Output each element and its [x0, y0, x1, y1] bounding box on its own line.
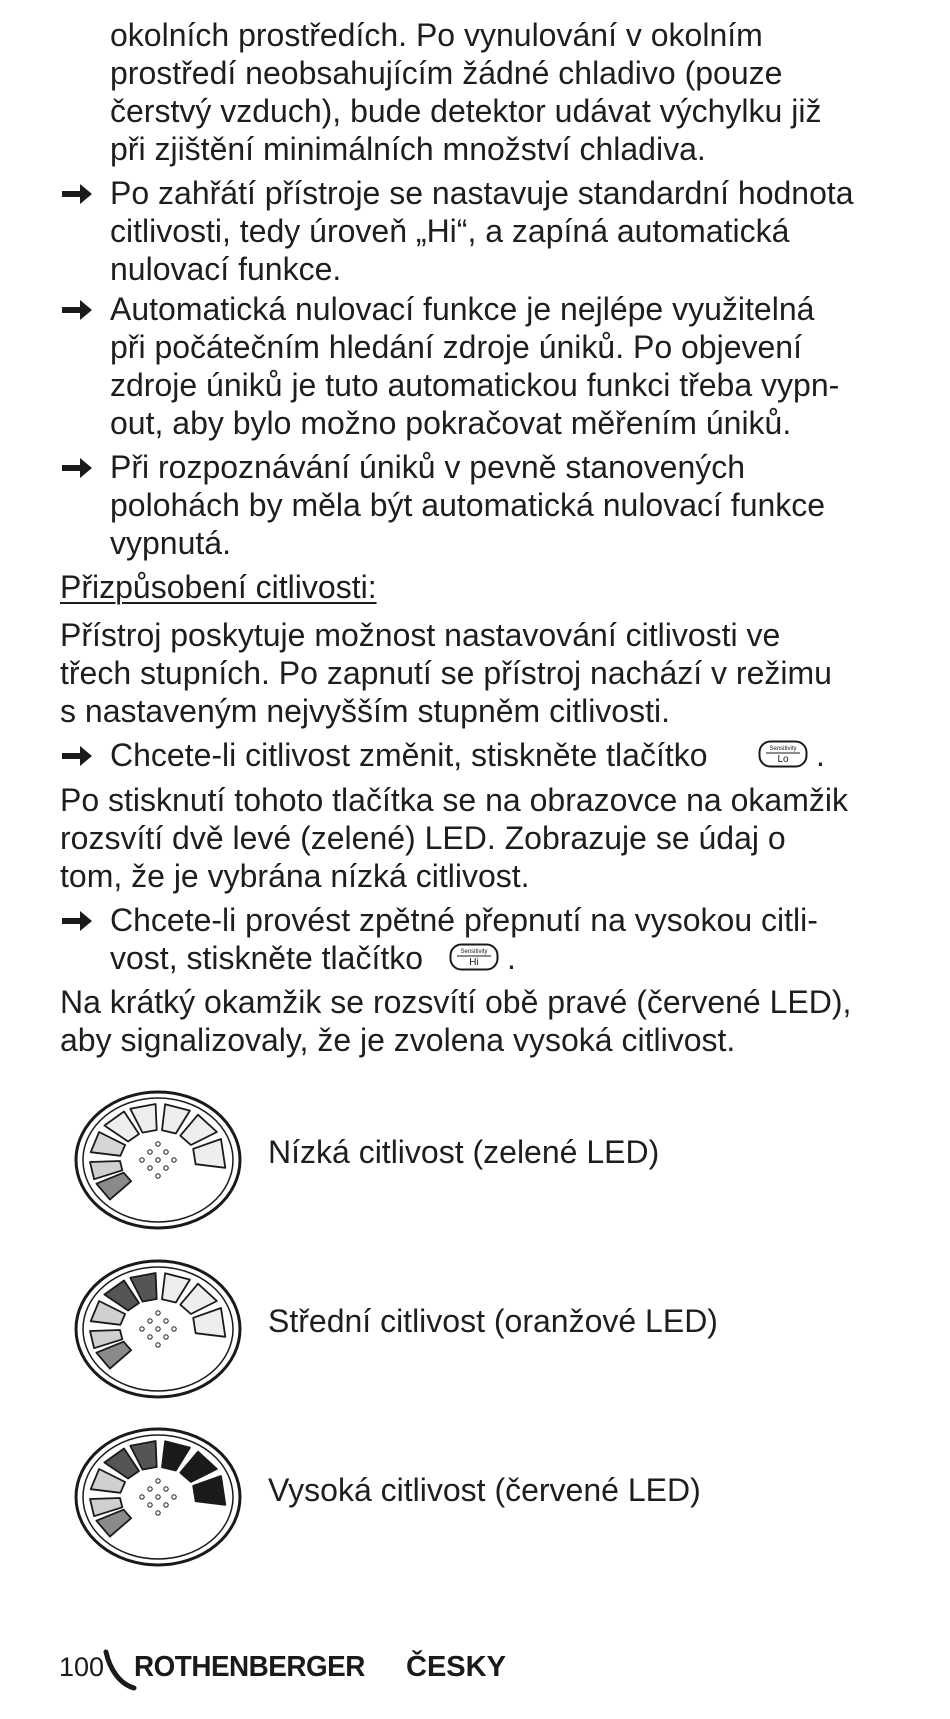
speaker-hole-0	[156, 1479, 160, 1483]
speaker-hole-7	[140, 1495, 144, 1499]
intro-line-1: okolních prostředích. Po vynulování v okolním	[110, 17, 763, 53]
language-label: ČESKY	[406, 1651, 506, 1683]
speaker-hole-6	[156, 1343, 160, 1347]
arrow-right-icon	[60, 455, 94, 481]
arrow-right-icon	[60, 181, 94, 207]
speaker-hole-1	[148, 1487, 152, 1491]
para3-line-2: aby signalizovaly, že je zvolena vysoká citlivost.	[60, 1022, 736, 1058]
dial-caption-medium: Střední citlivost (oranžové LED)	[268, 1303, 718, 1339]
para1-line-1: Přístroj poskytuje možnost nastavování citlivosti ve	[60, 617, 781, 653]
dial-caption-high: Vysoká citlivost (červené LED)	[268, 1472, 701, 1508]
led-dial-high	[68, 1419, 248, 1569]
intro-line-2: prostředí neobsahujícím žádné chladivo (pouze	[110, 55, 783, 91]
bullet2-line-1: Automatická nulovací funkce je nejlépe využitelná	[110, 291, 815, 327]
speaker-hole-8	[172, 1158, 176, 1162]
led-dial-medium	[68, 1251, 248, 1401]
page-number: 100	[59, 1652, 105, 1682]
speaker-hole-7	[140, 1158, 144, 1162]
bullet1-line-2: citlivosti, tedy úroveň „Hi“, a zapíná automatická	[110, 213, 790, 249]
hi-button-top-label: Sensitivity	[460, 949, 488, 955]
para3-line-1: Na krátký okamžik se rozsvítí obě pravé (červené LED),	[60, 984, 852, 1020]
speaker-hole-7	[140, 1327, 144, 1331]
speaker-hole-1	[148, 1319, 152, 1323]
speaker-hole-4	[148, 1335, 152, 1339]
bullet3-line-1: Při rozpoznávání úniků v pevně stanovených	[110, 449, 746, 485]
speaker-hole-5	[164, 1335, 168, 1339]
speaker-hole-5	[164, 1503, 168, 1507]
speaker-hole-8	[172, 1495, 176, 1499]
brand-logo-text: ROTHENBERGER	[134, 1651, 365, 1683]
bullet1-line-1: Po zahřátí přístroje se nastavuje standardní hodnota	[110, 175, 854, 211]
bullet5-line-1: Chcete-li provést zpětné přepnutí na vysokou citli-	[110, 902, 818, 938]
bullet2-line-4: out, aby bylo možno pokračovat měřením úniků.	[110, 405, 792, 441]
speaker-hole-3	[156, 1327, 160, 1331]
para1-line-3: s nastaveným nejvyšším stupněm citlivosti.	[60, 693, 670, 729]
arrow-right-icon	[60, 297, 94, 323]
lo-button-label: Lo	[777, 754, 789, 765]
intro-line-3: čerstvý vzduch), bude detektor udávat výchylku již	[110, 93, 822, 129]
bullet3-line-2: polohách by měla být automatická nulovací funkce	[110, 487, 826, 523]
dial-caption-low: Nízká citlivost (zelené LED)	[268, 1134, 660, 1170]
speaker-hole-1	[148, 1150, 152, 1154]
bullet5-line-2: vost, stiskněte tlačítko	[110, 940, 424, 976]
bullet3-line-3: vypnutá.	[110, 525, 231, 561]
speaker-hole-4	[148, 1503, 152, 1507]
speaker-hole-6	[156, 1511, 160, 1515]
para2-line-3: tom, že je vybrána nízká citlivost.	[60, 858, 530, 894]
para1-line-2: třech stupních. Po zapnutí se přístroj nachází v režimu	[60, 655, 832, 691]
speaker-hole-3	[156, 1158, 160, 1162]
lo-button-top-label: Sensitivity	[769, 746, 797, 752]
bullet1-line-3: nulovací funkce.	[110, 251, 342, 287]
para2-line-1: Po stisknutí tohoto tlačítka se na obrazovce na okamžik	[60, 782, 848, 818]
speaker-hole-5	[164, 1166, 168, 1170]
bullet2-line-3: zdroje úniků je tuto automatickou funkci třeba vypn-	[110, 367, 840, 403]
arrow-right-icon	[60, 743, 94, 769]
hi-button-label: Hi	[469, 957, 479, 968]
bullet4-end: .	[816, 737, 825, 773]
para2-line-2: rozsvítí dvě levé (zelené) LED. Zobrazuje se údaj o	[60, 820, 786, 856]
speaker-hole-6	[156, 1174, 160, 1178]
speaker-hole-2	[164, 1487, 168, 1491]
led-dial-low	[68, 1082, 248, 1232]
sensitivity-hi-button-icon	[449, 943, 499, 971]
speaker-hole-0	[156, 1311, 160, 1315]
speaker-hole-0	[156, 1142, 160, 1146]
arrow-right-icon	[60, 908, 94, 934]
speaker-hole-8	[172, 1327, 176, 1331]
speaker-hole-3	[156, 1495, 160, 1499]
speaker-hole-2	[164, 1150, 168, 1154]
bullet5-end: .	[507, 940, 516, 976]
bullet4-line-1: Chcete-li citlivost změnit, stiskněte tlačítko	[110, 737, 708, 773]
bullet2-line-2: při počátečním hledání zdroje úniků. Po objevení	[110, 329, 802, 365]
intro-line-4: při zjištění minimálních množství chladiva.	[110, 131, 706, 167]
speaker-hole-4	[148, 1166, 152, 1170]
sensitivity-lo-button-icon	[758, 740, 808, 768]
speaker-hole-2	[164, 1319, 168, 1323]
section-heading: Přizpůsobení citlivosti:	[60, 569, 377, 605]
